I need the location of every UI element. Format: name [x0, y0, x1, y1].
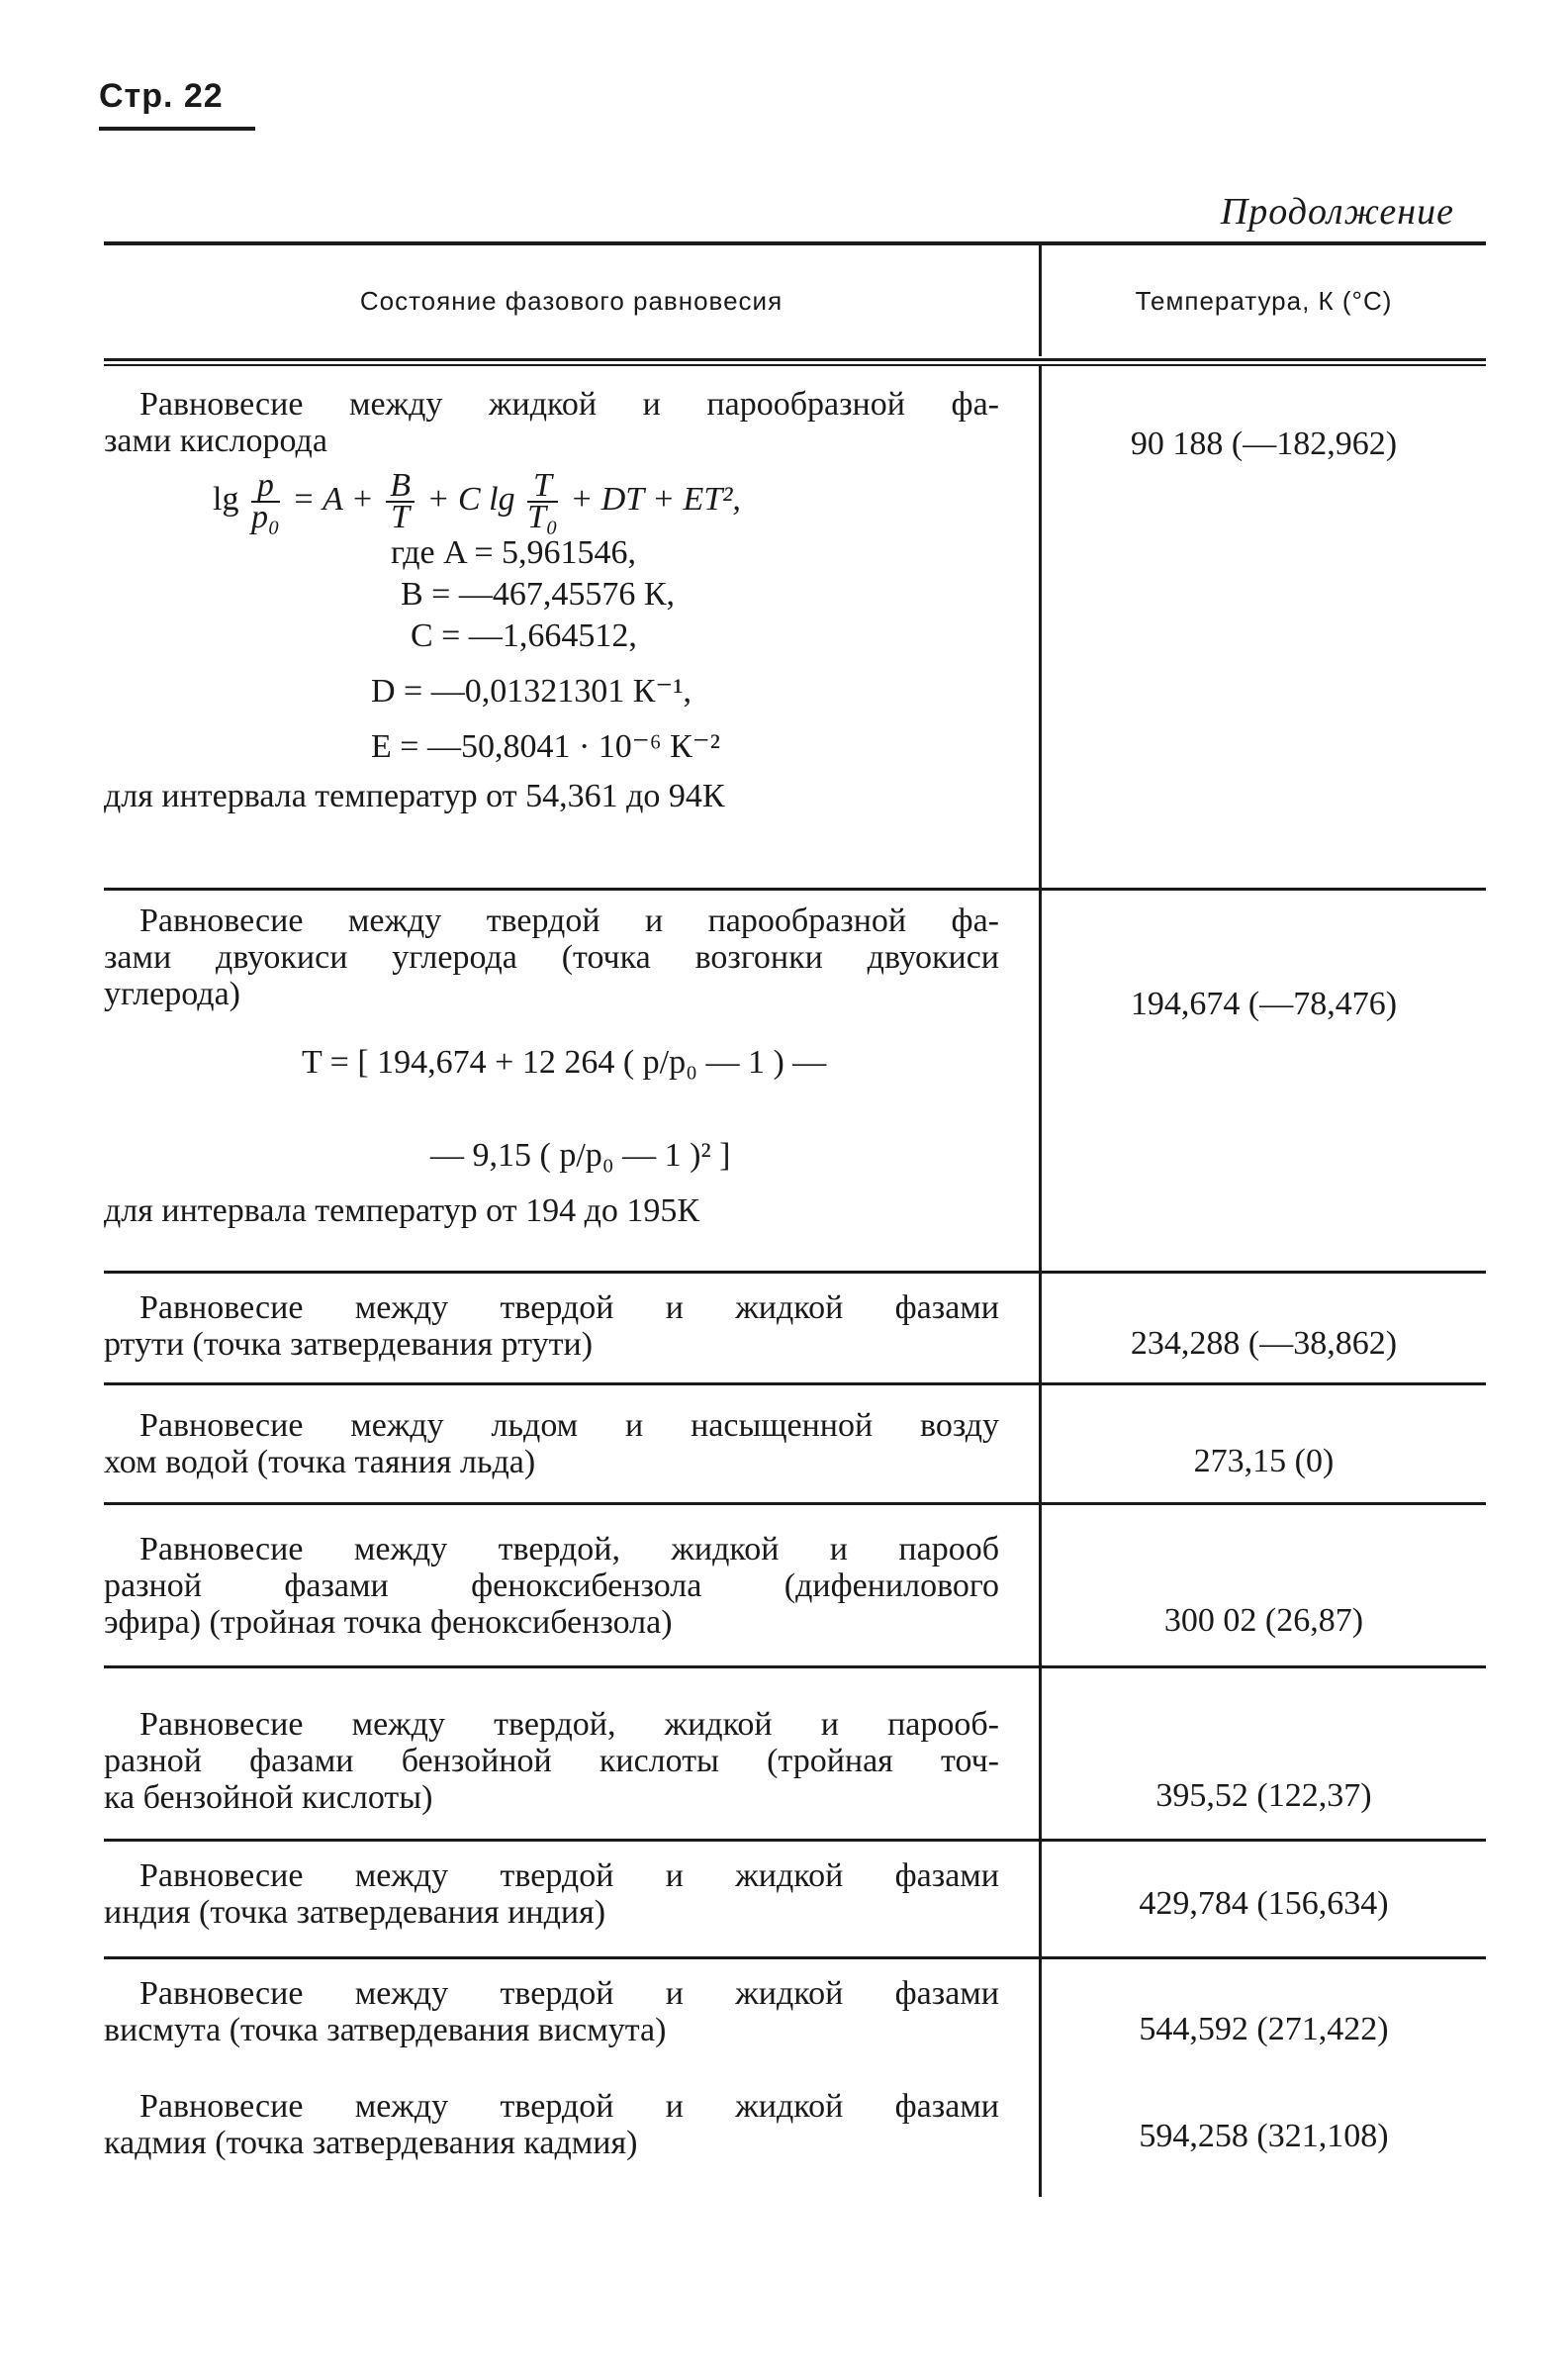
description-line: зами двуокиси углерода (точка возгонки двуокиси — [104, 939, 999, 976]
table-row — [104, 1959, 1486, 2078]
description-line: Равновесие между твердой и жидкой фазами — [139, 1975, 999, 2012]
parameter-a: где A = 5,961546, — [391, 534, 636, 571]
fraction-numerator: T — [527, 471, 558, 503]
parameter-d: D = —0,01321301 К⁻¹, — [371, 673, 692, 710]
row-description — [104, 1668, 1039, 1839]
row-temperature — [1042, 1505, 1486, 1665]
temperature-value: 429,784 (156,634) — [1139, 1885, 1389, 1922]
row-temperature — [1042, 1385, 1486, 1502]
formula-term: = A + — [292, 480, 374, 518]
table-row — [104, 1385, 1486, 1502]
fraction-denominator: T₀ — [527, 499, 558, 535]
description-line: Равновесие между твердой и жидкой фазами — [139, 1857, 999, 1894]
fraction-numerator: B — [386, 471, 415, 503]
description-line: Равновесие между льдом и насыщенной возду — [139, 1407, 999, 1444]
description-line: Равновесие между жидкой и парообразной фа- — [139, 386, 999, 423]
temperature-value: 594,258 (321,108) — [1139, 2118, 1389, 2154]
row-temperature — [1042, 1668, 1486, 1839]
fraction-denominator: T — [391, 499, 411, 535]
continued-label: Продолжение — [1220, 191, 1454, 233]
header-rule — [104, 358, 1486, 361]
description-line: кадмия (точка затвердевания кадмия) — [104, 2125, 638, 2161]
description-line: индия (точка затвердевания индия) — [104, 1894, 606, 1931]
description-line: ка бензойной кислоты) — [104, 1779, 433, 1816]
description-line: Равновесие между твердой, жидкой и парооб- — [139, 1706, 999, 1743]
row-temperature — [1042, 1274, 1486, 1382]
parameter-b: B = —467,45576 К, — [401, 576, 676, 613]
description-line: висмута (точка затвердевания висмута) — [104, 2012, 667, 2048]
sublimation-formula-line1: T = [ 194,674 + 12 264 ( p/p₀ — 1 ) — — [302, 1044, 827, 1081]
table-header — [104, 245, 1486, 356]
sublimation-formula-line2: — 9,15 ( p/p₀ — 1 )² ] — [430, 1137, 731, 1174]
formula-fraction-b — [386, 467, 415, 535]
fraction-denominator: p₀ — [250, 499, 280, 535]
row-description — [104, 1842, 1039, 1956]
vapor-pressure-formula — [104, 467, 999, 535]
description-line: разной фазами бензойной кислоты (тройная точ- — [104, 1743, 999, 1779]
temperature-value: 273,15 (0) — [1193, 1443, 1335, 1479]
header-state: Состояние фазового равновесия — [359, 285, 784, 316]
table-row — [104, 1505, 1486, 1665]
row-description — [104, 1959, 1039, 2078]
table-row — [104, 1842, 1486, 1956]
row-temperature — [1042, 2078, 1486, 2197]
row-description — [104, 1274, 1039, 1382]
table-row — [104, 1668, 1486, 1839]
table-row — [104, 1274, 1486, 1382]
description-line: Равновесие между твердой и парообразной фа- — [139, 902, 999, 939]
row-temperature — [1042, 366, 1486, 888]
description-line: хом водой (точка таяния льда) — [104, 1444, 536, 1480]
table-row — [104, 366, 1486, 888]
row-temperature — [1042, 1959, 1486, 2078]
header-temperature: Температура, К (°С) — [1135, 285, 1393, 316]
formula-fraction-t — [527, 467, 558, 535]
formula-lg: lg — [213, 480, 239, 518]
formula-term: + C lg — [426, 480, 515, 518]
formula-term: + DT + ET², — [570, 480, 741, 518]
temperature-range: для интервала температур от 194 до 195К — [104, 1192, 700, 1229]
row-temperature — [1042, 1842, 1486, 1956]
description-line: Равновесие между твердой и жидкой фазами — [139, 1289, 999, 1326]
parameter-c: C = —1,664512, — [411, 617, 637, 654]
temperature-value: 234,288 (—38,862) — [1130, 1325, 1398, 1362]
table-row — [104, 2078, 1486, 2197]
parameter-e: E = —50,8041 · 10⁻⁶ К⁻² — [371, 728, 720, 765]
formula-parameters — [104, 532, 999, 768]
temperature-value: 300 02 (26,87) — [1163, 1602, 1364, 1639]
temperature-value: 544,592 (271,422) — [1139, 2011, 1389, 2047]
phase-equilibrium-table — [104, 241, 1486, 2197]
temperature-value: 90 188 (—182,962) — [1130, 426, 1398, 462]
description-line: ртути (точка затвердевания ртути) — [104, 1326, 594, 1363]
row-description — [104, 366, 1039, 888]
temperature-value: 395,52 (122,37) — [1155, 1777, 1372, 1814]
table-row — [104, 891, 1486, 1271]
temperature-range: для интервала температур от 54,361 до 94К — [104, 778, 725, 814]
row-description — [104, 1505, 1039, 1665]
fraction-numerator: p — [251, 471, 280, 503]
row-description — [104, 1385, 1039, 1502]
description-line: Равновесие между твердой, жидкой и парооб — [139, 1531, 999, 1567]
formula-fraction-p — [250, 467, 280, 535]
description-line: Равновесие между твердой и жидкой фазами — [139, 2088, 999, 2125]
temperature-value: 194,674 (—78,476) — [1130, 986, 1398, 1022]
row-temperature — [1042, 891, 1486, 1271]
page-number: Стр. 22 — [99, 77, 224, 115]
description-line: эфира) (тройная точка феноксибензола) — [104, 1604, 673, 1641]
description-line: зами кислорода — [104, 423, 327, 459]
page-number-underline — [99, 127, 255, 131]
description-line: разной фазами феноксибензола (дифенилового — [104, 1567, 999, 1604]
row-description — [104, 2078, 1039, 2197]
description-line: углерода) — [104, 976, 241, 1012]
row-description — [104, 891, 1039, 1271]
